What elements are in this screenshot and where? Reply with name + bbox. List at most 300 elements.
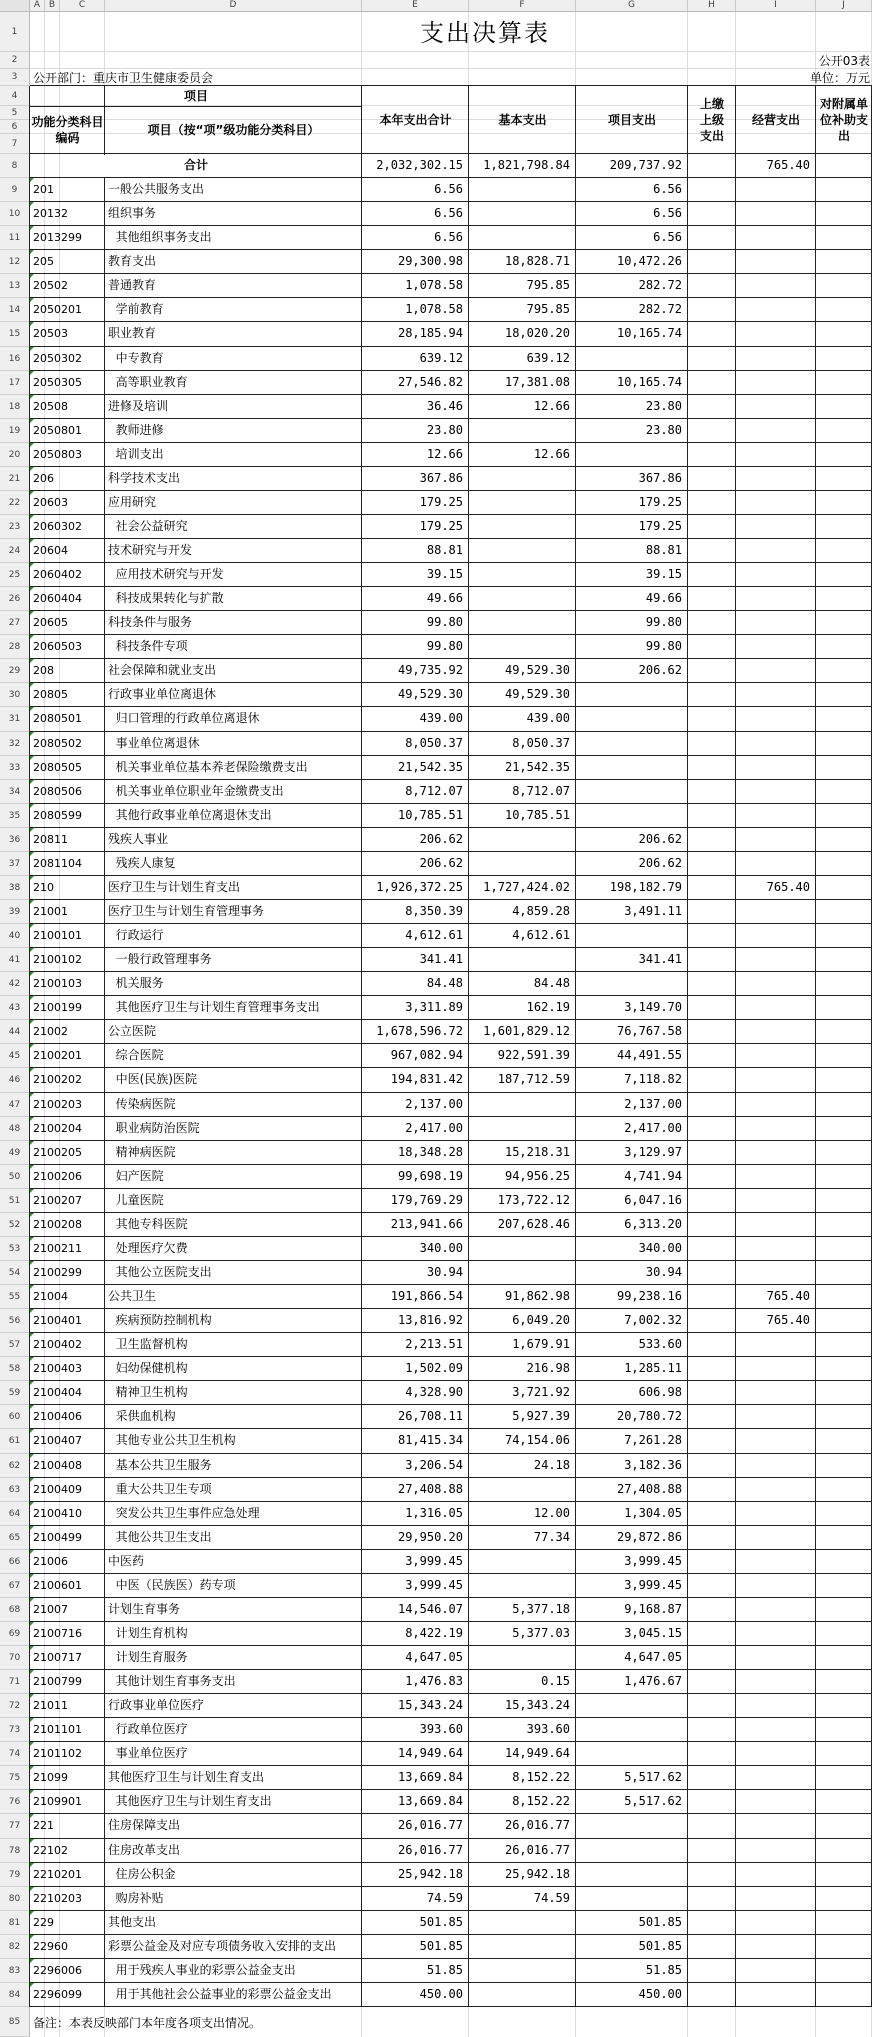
column-header-e[interactable]: E [362,0,469,12]
row-business-cell[interactable] [736,491,816,514]
row-basic-cell[interactable]: 91,862.98 [504,1289,570,1304]
row-code-cell[interactable]: 2100799 [33,1675,82,1689]
row-subsidy-cell[interactable] [816,1766,872,1789]
row-upper-cell[interactable] [688,154,736,177]
row-upper-cell[interactable] [688,1526,736,1549]
row-code-cell[interactable]: 2296006 [33,1963,82,1977]
row-name-cell[interactable]: 归口管理的行政单位离退休 [108,711,260,726]
row-subsidy-cell[interactable] [816,1718,872,1741]
row-subsidy-cell[interactable] [816,178,872,201]
row-code-cell[interactable]: 2050305 [33,375,82,389]
row-project-cell[interactable]: 10,165.74 [616,326,682,341]
row-project-cell[interactable] [576,1694,688,1717]
row-code-cell[interactable]: 2100201 [33,1049,82,1063]
row-upper-cell[interactable] [688,1670,736,1693]
row-upper-cell[interactable] [688,347,736,370]
row-project-cell[interactable]: 23.80 [645,422,682,437]
row-header[interactable]: 24 [0,539,30,563]
row-code-cell[interactable]: 2100206 [33,1169,82,1183]
row-business-cell[interactable] [736,683,816,706]
row-header[interactable]: 6 [0,120,30,134]
row-upper-cell[interactable] [688,202,736,225]
row-header[interactable]: 43 [0,996,30,1020]
row-basic-cell[interactable] [469,491,576,514]
row-subsidy-cell[interactable] [816,1141,872,1164]
row-business-cell[interactable] [736,852,816,875]
row-header[interactable]: 48 [0,1117,30,1141]
row-basic-cell[interactable]: 4,612.61 [512,928,570,943]
row-code-cell[interactable]: 2210203 [33,1891,82,1905]
row-project-cell[interactable] [576,924,688,947]
row-project-cell[interactable] [576,347,688,370]
row-upper-cell[interactable] [688,1550,736,1573]
row-basic-cell[interactable]: 639.12 [526,350,570,365]
row-code-cell[interactable]: 2100299 [33,1265,82,1279]
row-business-cell[interactable] [736,1381,816,1404]
row-business-cell[interactable] [736,1117,816,1140]
row-name-cell[interactable]: 行政运行 [108,928,164,943]
row-header[interactable]: 31 [0,707,30,731]
column-header-i[interactable]: I [736,0,816,12]
row-header[interactable]: 77 [0,1814,30,1838]
row-total-cell[interactable]: 4,647.05 [405,1650,463,1665]
row-header[interactable]: 65 [0,1526,30,1550]
row-code-cell[interactable]: 2050302 [33,351,82,365]
row-header[interactable]: 40 [0,924,30,948]
row-basic-cell[interactable]: 3,721.92 [512,1385,570,1400]
row-name-cell[interactable]: 职业教育 [108,326,157,341]
row-business-cell[interactable] [736,1357,816,1380]
row-name-cell[interactable]: 计划生育机构 [108,1625,188,1640]
row-name-cell[interactable]: 机关事业单位职业年金缴费支出 [108,783,284,798]
row-subsidy-cell[interactable] [816,322,872,345]
row-name-cell[interactable]: 其他公立医院支出 [108,1264,212,1279]
row-business-cell[interactable] [736,1141,816,1164]
row-upper-cell[interactable] [688,900,736,923]
row-subsidy-cell[interactable] [816,1839,872,1862]
row-basic-cell[interactable]: 6,049.20 [512,1313,570,1328]
row-basic-cell[interactable] [469,948,576,971]
row-total-cell[interactable]: 179.25 [419,494,463,509]
row-basic-cell[interactable] [469,1093,576,1116]
row-basic-cell[interactable] [469,587,576,610]
row-total-cell[interactable]: 8,422.19 [405,1625,463,1640]
row-upper-cell[interactable] [688,1020,736,1043]
row-basic-cell[interactable] [469,226,576,249]
row-business-cell[interactable] [736,1502,816,1525]
row-basic-cell[interactable]: 1,679.91 [512,1337,570,1352]
row-name-cell[interactable]: 中医药 [108,1553,145,1568]
row-project-cell[interactable]: 4,647.05 [624,1650,682,1665]
row-total-cell[interactable]: 3,999.45 [405,1577,463,1592]
row-total-cell[interactable]: 74.59 [426,1890,463,1905]
row-code-cell[interactable]: 2100203 [33,1097,82,1111]
row-business-cell[interactable] [736,587,816,610]
row-header[interactable]: 8 [0,154,30,178]
row-upper-cell[interactable] [688,419,736,442]
row-subsidy-cell[interactable] [816,154,872,177]
row-upper-cell[interactable] [688,1622,736,1645]
row-upper-cell[interactable] [688,1309,736,1332]
row-business-cell[interactable]: 765.40 [766,879,810,894]
row-project-cell[interactable]: 2,137.00 [624,1096,682,1111]
row-code-cell[interactable]: 2080599 [33,808,82,822]
row-total-cell[interactable]: 6.56 [434,182,463,197]
row-subsidy-cell[interactable] [816,443,872,466]
row-name-cell[interactable]: 科技条件与服务 [108,615,193,630]
row-subsidy-cell[interactable] [816,659,872,682]
row-project-cell[interactable]: 5,517.62 [624,1794,682,1809]
row-total-cell[interactable]: 27,546.82 [397,374,463,389]
row-upper-cell[interactable] [688,515,736,538]
row-project-cell[interactable] [576,780,688,803]
row-upper-cell[interactable] [688,1694,736,1717]
row-project-cell[interactable]: 10,472.26 [616,254,682,269]
row-header[interactable]: 83 [0,1959,30,1983]
row-total-cell[interactable]: 49,529.30 [397,687,463,702]
row-code-cell[interactable]: 21004 [33,1290,68,1304]
row-basic-cell[interactable] [469,1574,576,1597]
row-name-cell[interactable]: 其他医疗卫生与计划生育支出 [108,1794,272,1809]
row-upper-cell[interactable] [688,1935,736,1958]
row-subsidy-cell[interactable] [816,274,872,297]
row-upper-cell[interactable] [688,1044,736,1067]
row-upper-cell[interactable] [688,539,736,562]
row-code-cell[interactable]: 2100403 [33,1362,82,1376]
row-total-cell[interactable]: 49.66 [426,591,463,606]
row-project-cell[interactable]: 99.80 [645,615,682,630]
row-subsidy-cell[interactable] [816,491,872,514]
row-basic-cell[interactable]: 795.85 [526,302,570,317]
row-upper-cell[interactable] [688,1117,736,1140]
row-total-cell[interactable]: 3,206.54 [405,1457,463,1472]
row-business-cell[interactable] [736,1213,816,1236]
row-code-cell[interactable]: 2050803 [33,447,82,461]
row-upper-cell[interactable] [688,1983,736,2006]
row-name-cell[interactable]: 基本公共卫生服务 [108,1457,212,1472]
row-header[interactable]: 84 [0,1983,30,2007]
row-header[interactable]: 45 [0,1044,30,1068]
row-subsidy-cell[interactable] [816,419,872,442]
row-header[interactable]: 14 [0,298,30,322]
row-code-cell[interactable]: 2060402 [33,568,82,582]
row-business-cell[interactable] [736,515,816,538]
row-name-cell[interactable]: 残疾人康复 [108,855,176,870]
row-upper-cell[interactable] [688,732,736,755]
row-header[interactable]: 10 [0,202,30,226]
row-header[interactable]: 73 [0,1718,30,1742]
row-business-cell[interactable] [736,226,816,249]
row-total-cell[interactable]: 179.25 [419,518,463,533]
row-code-cell[interactable]: 208 [33,664,54,678]
row-header[interactable]: 32 [0,732,30,756]
row-business-cell[interactable] [736,1766,816,1789]
row-business-cell[interactable] [736,178,816,201]
row-header[interactable]: 55 [0,1285,30,1309]
row-header[interactable]: 50 [0,1165,30,1189]
row-upper-cell[interactable] [688,1863,736,1886]
row-business-cell[interactable] [736,202,816,225]
row-upper-cell[interactable] [688,1068,736,1091]
row-subsidy-cell[interactable] [816,1959,872,1982]
row-subsidy-cell[interactable] [816,780,872,803]
row-total-cell[interactable]: 99,698.19 [397,1168,463,1183]
row-header[interactable]: 7 [0,134,30,154]
row-subsidy-cell[interactable] [816,1887,872,1910]
row-header[interactable]: 53 [0,1237,30,1261]
row-total-cell[interactable]: 26,016.77 [397,1818,463,1833]
row-subsidy-cell[interactable] [816,1165,872,1188]
row-header[interactable]: 3 [0,69,30,86]
row-subsidy-cell[interactable] [816,1742,872,1765]
column-header-g[interactable]: G [576,0,688,12]
row-header[interactable]: 46 [0,1068,30,1092]
row-upper-cell[interactable] [688,1814,736,1837]
row-basic-cell[interactable]: 795.85 [526,278,570,293]
row-header[interactable]: 60 [0,1405,30,1429]
row-business-cell[interactable] [736,563,816,586]
row-upper-cell[interactable] [688,1381,736,1404]
row-upper-cell[interactable] [688,1429,736,1452]
row-project-cell[interactable]: 3,129.97 [624,1144,682,1159]
row-name-cell[interactable]: 中医（民族医）药专项 [108,1577,236,1592]
row-upper-cell[interactable] [688,1959,736,1982]
row-project-cell[interactable]: 5,517.62 [624,1770,682,1785]
row-total-cell[interactable]: 13,669.84 [397,1794,463,1809]
row-business-cell[interactable] [736,1044,816,1067]
row-code-cell[interactable]: 2100407 [33,1434,82,1448]
row-upper-cell[interactable] [688,443,736,466]
row-total-cell[interactable]: 13,816.92 [397,1313,463,1328]
row-header[interactable]: 15 [0,322,30,346]
row-project-cell[interactable]: 6,047.16 [624,1192,682,1207]
row-header[interactable]: 39 [0,900,30,924]
row-project-cell[interactable]: 51.85 [645,1962,682,1977]
row-business-cell[interactable] [736,1237,816,1260]
row-code-cell[interactable]: 22960 [33,1939,68,1953]
row-code-cell[interactable]: 2100409 [33,1482,82,1496]
row-upper-cell[interactable] [688,683,736,706]
row-total-cell[interactable]: 194,831.42 [390,1072,463,1087]
row-code-cell[interactable]: 2100205 [33,1145,82,1159]
row-upper-cell[interactable] [688,1189,736,1212]
row-subsidy-cell[interactable] [816,1093,872,1116]
row-total-cell[interactable]: 6.56 [434,230,463,245]
row-total-cell[interactable]: 13,669.84 [397,1770,463,1785]
row-total-cell[interactable]: 1,476.83 [405,1674,463,1689]
row-name-cell[interactable]: 其他医疗卫生与计划生育管理事务支出 [108,1000,320,1015]
row-subsidy-cell[interactable] [816,1237,872,1260]
row-code-cell[interactable]: 20811 [33,832,68,846]
row-total-cell[interactable]: 2,032,302.15 [376,158,463,172]
row-upper-cell[interactable] [688,1357,736,1380]
row-project-cell[interactable]: 39.15 [645,567,682,582]
row-subsidy-cell[interactable] [816,1405,872,1428]
row-subsidy-cell[interactable] [816,1574,872,1597]
row-project-cell[interactable]: 501.85 [638,1914,682,1929]
row-business-cell[interactable] [736,419,816,442]
row-basic-cell[interactable] [469,1983,576,2006]
row-name-cell[interactable]: 妇产医院 [108,1168,164,1183]
row-name-cell[interactable]: 重大公共卫生专项 [108,1481,212,1496]
row-code-cell[interactable]: 2100202 [33,1073,82,1087]
row-business-cell[interactable] [736,948,816,971]
row-header[interactable]: 71 [0,1670,30,1694]
row-header[interactable]: 38 [0,876,30,900]
row-total-cell[interactable]: 28,185.94 [397,326,463,341]
row-business-cell[interactable] [736,539,816,562]
row-business-cell[interactable] [736,659,816,682]
row-name-cell[interactable]: 科技条件专项 [108,639,188,654]
row-name-cell[interactable]: 计划生育服务 [108,1650,188,1665]
row-total-cell[interactable]: 2,137.00 [405,1096,463,1111]
row-name-cell[interactable]: 其他专业公共卫生机构 [108,1433,236,1448]
row-total-cell[interactable]: 8,712.07 [405,783,463,798]
row-basic-cell[interactable]: 18,020.20 [504,326,570,341]
row-code-cell[interactable]: 210 [33,880,54,894]
row-name-cell[interactable]: 行政事业单位医疗 [108,1698,205,1713]
row-upper-cell[interactable] [688,972,736,995]
row-upper-cell[interactable] [688,1454,736,1477]
row-business-cell[interactable] [736,1935,816,1958]
row-project-cell[interactable]: 179.25 [638,494,682,509]
row-code-cell[interactable]: 2100199 [33,1001,82,1015]
row-business-cell[interactable] [736,732,816,755]
row-upper-cell[interactable] [688,395,736,418]
row-project-cell[interactable]: 6,313.20 [624,1216,682,1231]
row-total-cell[interactable]: 4,612.61 [405,928,463,943]
row-subsidy-cell[interactable] [816,371,872,394]
row-name-cell[interactable]: 技术研究与开发 [108,543,193,558]
row-project-cell[interactable] [576,1718,688,1741]
row-total-cell[interactable]: 1,078.58 [405,302,463,317]
row-header[interactable]: 42 [0,972,30,996]
row-code-cell[interactable]: 2060404 [33,592,82,606]
row-basic-cell[interactable]: 8,152.22 [512,1770,570,1785]
row-basic-cell[interactable]: 5,377.03 [512,1625,570,1640]
row-subsidy-cell[interactable] [816,852,872,875]
row-project-cell[interactable]: 49.66 [645,591,682,606]
row-project-cell[interactable]: 88.81 [645,543,682,558]
row-code-cell[interactable]: 2080505 [33,760,82,774]
row-code-cell[interactable]: 221 [33,1819,54,1833]
row-basic-cell[interactable]: 74.59 [533,1890,570,1905]
row-project-cell[interactable]: 99.80 [645,639,682,654]
row-total-cell[interactable]: 6.56 [434,206,463,221]
row-code-cell[interactable]: 2080506 [33,784,82,798]
row-subsidy-cell[interactable] [816,1550,872,1573]
row-header[interactable]: 69 [0,1622,30,1646]
row-header[interactable]: 12 [0,250,30,274]
row-basic-cell[interactable] [469,1959,576,1982]
row-name-cell[interactable]: 一般公共服务支出 [108,182,205,197]
row-business-cell[interactable] [736,1333,816,1356]
row-business-cell[interactable] [736,1093,816,1116]
row-business-cell[interactable] [736,1742,816,1765]
row-project-cell[interactable]: 3,045.15 [624,1625,682,1640]
row-code-cell[interactable]: 205 [33,255,54,269]
row-project-cell[interactable]: 206.62 [638,831,682,846]
row-name-cell[interactable]: 用于其他社会公益事业的彩票公益金支出 [108,1986,332,2001]
row-upper-cell[interactable] [688,1646,736,1669]
row-code-cell[interactable]: 2100717 [33,1651,82,1665]
row-upper-cell[interactable] [688,1237,736,1260]
row-subsidy-cell[interactable] [816,347,872,370]
row-name-cell[interactable]: 其他计划生育事务支出 [108,1674,236,1689]
column-header-j[interactable]: J [816,0,872,12]
row-subsidy-cell[interactable] [816,611,872,634]
row-subsidy-cell[interactable] [816,924,872,947]
row-name-cell[interactable]: 精神卫生机构 [108,1385,188,1400]
row-total-cell[interactable]: 1,078.58 [405,278,463,293]
row-project-cell[interactable] [576,732,688,755]
row-project-cell[interactable] [576,683,688,706]
row-code-cell[interactable]: 2060503 [33,640,82,654]
row-business-cell[interactable] [736,467,816,490]
row-project-cell[interactable] [576,1839,688,1862]
row-code-cell[interactable]: 2100406 [33,1410,82,1424]
row-code-cell[interactable]: 229 [33,1915,54,1929]
row-upper-cell[interactable] [688,611,736,634]
row-total-cell[interactable]: 3,999.45 [405,1553,463,1568]
row-subsidy-cell[interactable] [816,1670,872,1693]
row-name-cell[interactable]: 住房公积金 [108,1866,176,1881]
row-header[interactable]: 2 [0,52,30,69]
row-code-cell[interactable]: 20132 [33,207,68,221]
row-business-cell[interactable] [736,1020,816,1043]
row-business-cell[interactable] [736,1429,816,1452]
row-name-cell[interactable]: 用于残疾人事业的彩票公益金支出 [108,1962,296,1977]
row-total-cell[interactable]: 393.60 [419,1722,463,1737]
row-name-cell[interactable]: 疾病预防控制机构 [108,1313,212,1328]
row-business-cell[interactable] [736,756,816,779]
row-upper-cell[interactable] [688,587,736,610]
row-upper-cell[interactable] [688,1742,736,1765]
row-name-cell[interactable]: 社会公益研究 [108,518,188,533]
row-business-cell[interactable] [736,804,816,827]
row-total-cell[interactable]: 206.62 [419,831,463,846]
row-code-cell[interactable]: 21001 [33,905,68,918]
row-name-cell[interactable]: 采供血机构 [108,1409,176,1424]
row-business-cell[interactable] [736,1189,816,1212]
row-total-cell[interactable]: 439.00 [419,711,463,726]
row-subsidy-cell[interactable] [816,1381,872,1404]
row-total-cell[interactable]: 967,082.94 [390,1048,463,1063]
row-header[interactable]: 9 [0,178,30,202]
row-header[interactable]: 51 [0,1189,30,1213]
row-upper-cell[interactable] [688,780,736,803]
row-code-cell[interactable]: 2100404 [33,1386,82,1400]
row-upper-cell[interactable] [688,924,736,947]
row-code-cell[interactable]: 20805 [33,688,68,702]
row-upper-cell[interactable] [688,178,736,201]
row-basic-cell[interactable]: 15,343.24 [504,1698,570,1713]
row-subsidy-cell[interactable] [816,1622,872,1645]
row-project-cell[interactable]: 206.62 [638,663,682,678]
column-header-d[interactable]: D [105,0,362,12]
row-business-cell[interactable] [736,443,816,466]
row-header[interactable]: 37 [0,852,30,876]
row-business-cell[interactable] [736,1790,816,1813]
row-total-cell[interactable]: 1,316.05 [405,1505,463,1520]
row-basic-cell[interactable]: 0.15 [541,1674,570,1689]
row-header[interactable]: 34 [0,780,30,804]
row-name-cell[interactable]: 突发公共卫生事件应急处理 [108,1505,260,1520]
row-basic-cell[interactable]: 8,712.07 [512,783,570,798]
row-subsidy-cell[interactable] [816,635,872,658]
row-total-cell[interactable]: 179,769.29 [390,1192,463,1207]
row-basic-cell[interactable]: 1,727,424.02 [483,879,570,894]
